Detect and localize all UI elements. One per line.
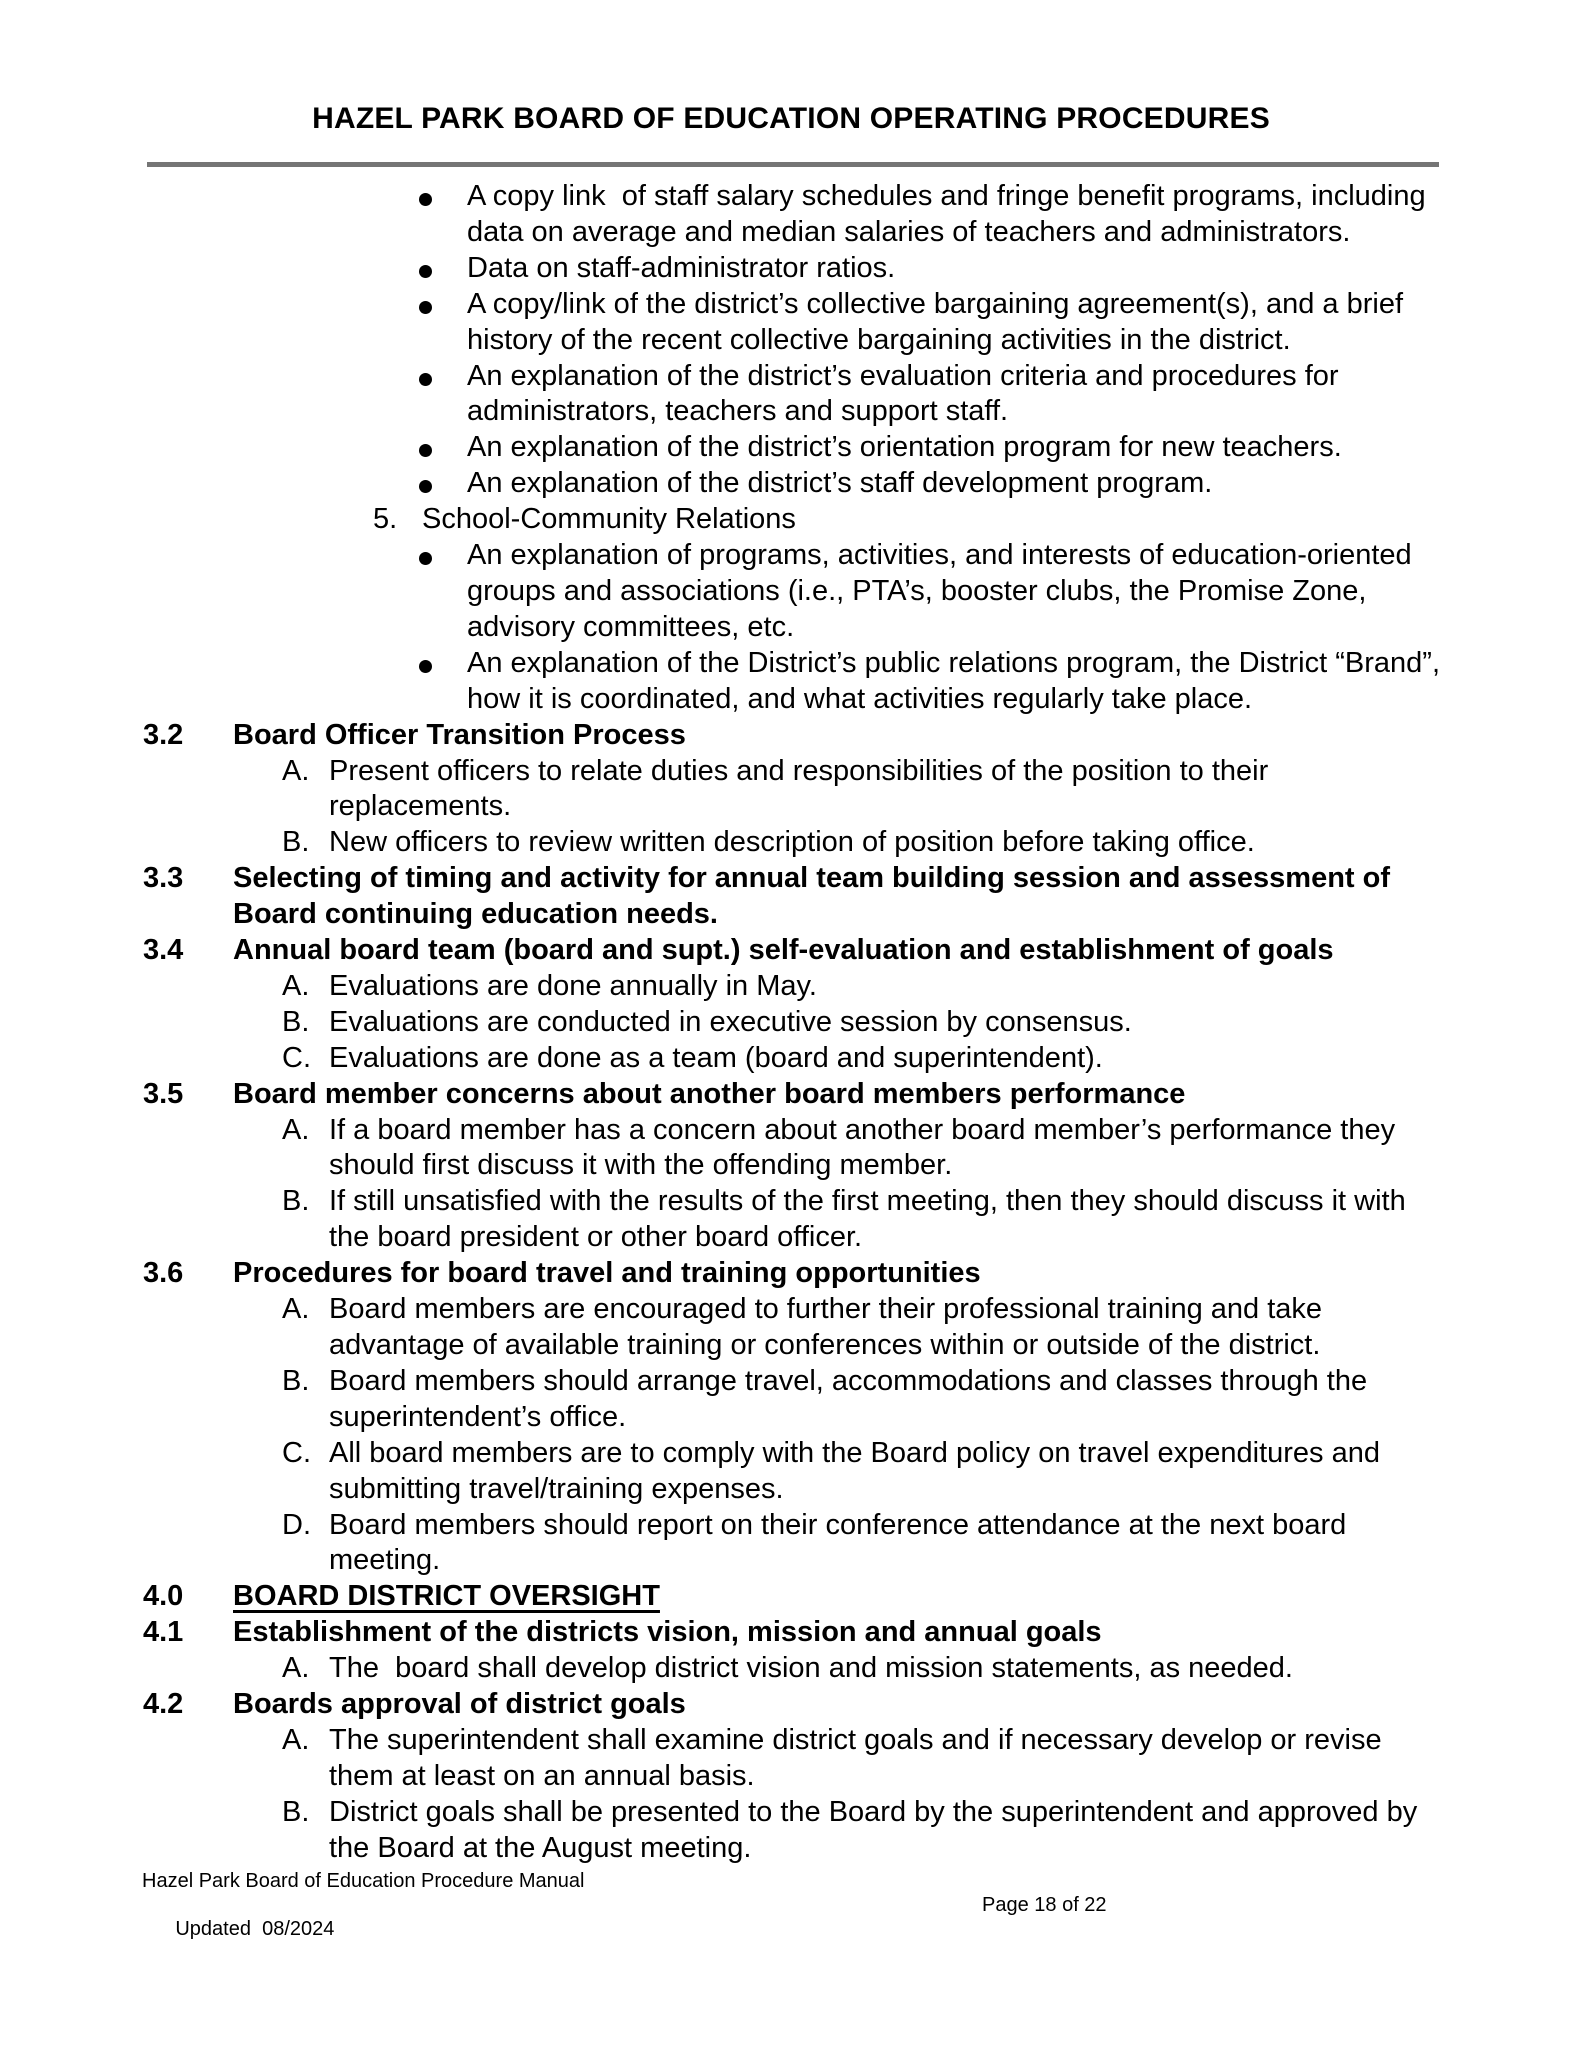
item-text: Evaluations are conducted in executive session by consensus.	[329, 1005, 1132, 1038]
lettered-item	[143, 1508, 1582, 1580]
bullet-list-item	[143, 466, 1582, 502]
document-content	[143, 179, 1582, 1867]
section-item-list	[143, 1723, 1582, 1867]
item-text: The board shall develop district vision and mission statements, as needed.	[329, 1652, 1293, 1685]
numbered-item-5	[143, 502, 1582, 538]
item-text: Board members should report on their conference attendance at the next board meeting.	[329, 1508, 1355, 1577]
lettered-item	[143, 1041, 1582, 1077]
header-divider	[147, 162, 1439, 167]
item-letter: C.	[282, 1436, 311, 1469]
numbered-item-label: School-Community Relations	[422, 503, 796, 536]
item-letter: A.	[282, 754, 310, 787]
page-footer	[142, 1869, 1582, 1989]
sections-container	[143, 718, 1582, 1867]
item-text: All board members are to comply with the Board policy on travel expenditures and submitting travel/training expenses.	[329, 1436, 1389, 1505]
item-letter: A.	[282, 1293, 310, 1326]
section-item-list	[143, 1292, 1582, 1579]
section-heading	[143, 1615, 1582, 1651]
lettered-item	[143, 1005, 1582, 1041]
section-number: 3.6	[143, 1257, 184, 1290]
section-item-list	[143, 754, 1582, 862]
section-title: Board Officer Transition Process	[233, 718, 686, 751]
lettered-item	[143, 969, 1582, 1005]
item-letter: B.	[282, 1005, 310, 1038]
item-letter: B.	[282, 1795, 310, 1828]
item-text: If still unsatisfied with the results of the first meeting, then they should discuss it with the board president or other board officer.	[329, 1185, 1414, 1254]
section-title: Board member concerns about another board members performance	[233, 1077, 1186, 1110]
lettered-item	[143, 1292, 1582, 1364]
lettered-item	[143, 1113, 1582, 1185]
section-number: 4.2	[143, 1688, 184, 1721]
item-letter: D.	[282, 1508, 311, 1541]
section	[143, 1687, 1582, 1867]
item-text: District goals shall be presented to the Board by the superintendent and approved by the Board at the August meeting.	[329, 1795, 1426, 1864]
item-text: The superintendent shall examine district goals and if necessary develop or revise them at least on an annual basis.	[329, 1723, 1390, 1792]
intro-bullet-list	[143, 179, 1582, 502]
section-heading	[143, 1077, 1582, 1113]
bullet-item-text: An explanation of programs, activities, and interests of education-oriented groups and associations (i.e., PTA’s, booster clubs, the Promise Zone, advisory committees, etc.	[467, 539, 1420, 643]
item-letter: B.	[282, 1185, 310, 1218]
item-letter: A.	[282, 1113, 310, 1146]
section-item-list	[143, 1651, 1582, 1687]
item-text: New officers to review written description of position before taking office.	[329, 826, 1255, 859]
page-title: HAZEL PARK BOARD OF EDUCATION OPERATING PROCEDURES	[312, 102, 1270, 135]
bullet-list-item	[143, 646, 1582, 718]
lettered-item	[143, 1795, 1582, 1867]
section-title: Boards approval of district goals	[233, 1688, 686, 1721]
section	[143, 718, 1582, 862]
item-letter: A.	[282, 969, 310, 1002]
section-title: BOARD DISTRICT OVERSIGHT	[233, 1580, 660, 1613]
section-heading	[143, 861, 1582, 933]
lettered-item	[143, 754, 1582, 826]
item-5-bullet-list	[143, 538, 1582, 718]
bullet-item-text: An explanation of the district’s evaluation criteria and procedures for administrators, teachers and support staff.	[467, 359, 1347, 428]
item-letter: A.	[282, 1723, 310, 1756]
section	[143, 1256, 1582, 1579]
section-number: 4.1	[143, 1616, 184, 1649]
bullet-list-item	[143, 251, 1582, 287]
section-title: Selecting of timing and activity for annual team building session and assessment of Board continuing education needs.	[233, 862, 1399, 931]
section	[143, 933, 1582, 1077]
item-text: Board members are encouraged to further their professional training and take advantage of available training or conferences within or outside of the district.	[329, 1293, 1331, 1361]
bullet-item-text: A copy link of staff salary schedules and fringe benefit programs, including data on average and median salaries of teachers and administrators.	[467, 180, 1434, 248]
bullet-list-item	[143, 287, 1582, 359]
lettered-item	[143, 1723, 1582, 1795]
section-title: Procedures for board travel and training opportunities	[233, 1257, 981, 1290]
bullet-item-text: An explanation of the District’s public relations program, the District “Brand”, how it is coordinated, and what activities regularly take place.	[467, 646, 1449, 715]
item-text: If a board member has a concern about another board member’s performance they should first discuss it with the offending member.	[329, 1113, 1404, 1182]
bullet-item-text: An explanation of the district’s staff development program.	[467, 467, 1213, 500]
bullet-icon	[419, 538, 467, 646]
bullet-icon	[419, 430, 467, 466]
bullet-icon	[419, 359, 467, 431]
section	[143, 1077, 1582, 1257]
section-number: 3.4	[143, 934, 184, 967]
footer-line2	[142, 1893, 1582, 1989]
numbered-item-number: 5.	[373, 503, 398, 536]
bullet-icon	[419, 251, 467, 287]
section-heading	[143, 1687, 1582, 1723]
bullet-icon	[419, 466, 467, 502]
bullet-icon	[419, 646, 467, 718]
section-number: 3.5	[143, 1077, 184, 1110]
bullet-icon	[419, 287, 467, 359]
section-heading	[143, 1256, 1582, 1292]
bullet-list-item	[143, 538, 1582, 646]
item-letter: B.	[282, 826, 310, 859]
bullet-list-item	[143, 359, 1582, 431]
footer-updated: Updated 08/2024	[175, 1917, 335, 1940]
lettered-item	[143, 1651, 1582, 1687]
section-title: Establishment of the districts vision, mission and annual goals	[233, 1616, 1102, 1649]
bullet-list-item	[143, 179, 1582, 251]
item-letter: B.	[282, 1364, 310, 1397]
section-heading	[143, 718, 1582, 754]
bullet-icon	[419, 179, 467, 251]
lettered-item	[143, 1184, 1582, 1256]
item-text: Present officers to relate duties and responsibilities of the position to their replacements.	[329, 754, 1277, 823]
lettered-item	[143, 1364, 1582, 1436]
footer-page-number: Page 18 of 22	[982, 1893, 1107, 1916]
bullet-item-text: A copy/link of the district’s collective bargaining agreement(s), and a brief history of the recent collective bargaining activities in the district.	[467, 287, 1412, 356]
bullet-list-item	[143, 430, 1582, 466]
section	[143, 861, 1582, 933]
lettered-item	[143, 1436, 1582, 1508]
section-title: Annual board team (board and supt.) self-evaluation and establishment of goals	[233, 934, 1334, 967]
section-item-list	[143, 1113, 1582, 1257]
item-text: Board members should arrange travel, accommodations and classes through the superintendent’s office.	[329, 1364, 1376, 1433]
section-number: 3.3	[143, 862, 184, 895]
item-text: Evaluations are done annually in May.	[329, 969, 817, 1002]
section	[143, 1615, 1582, 1687]
bullet-item-text: Data on staff-administrator ratios.	[467, 251, 896, 284]
item-letter: C.	[282, 1041, 311, 1074]
section-number: 4.0	[143, 1580, 184, 1613]
footer-manual-title: Hazel Park Board of Education Procedure Manual	[142, 1869, 585, 1892]
lettered-item	[143, 825, 1582, 861]
section-heading	[143, 1579, 1582, 1615]
section-item-list	[143, 969, 1582, 1077]
item-text: Evaluations are done as a team (board and superintendent).	[329, 1041, 1103, 1074]
bullet-item-text: An explanation of the district’s orientation program for new teachers.	[467, 431, 1342, 464]
section-number: 3.2	[143, 718, 184, 751]
section	[143, 1579, 1582, 1615]
section-heading	[143, 933, 1582, 969]
item-letter: A.	[282, 1652, 310, 1685]
